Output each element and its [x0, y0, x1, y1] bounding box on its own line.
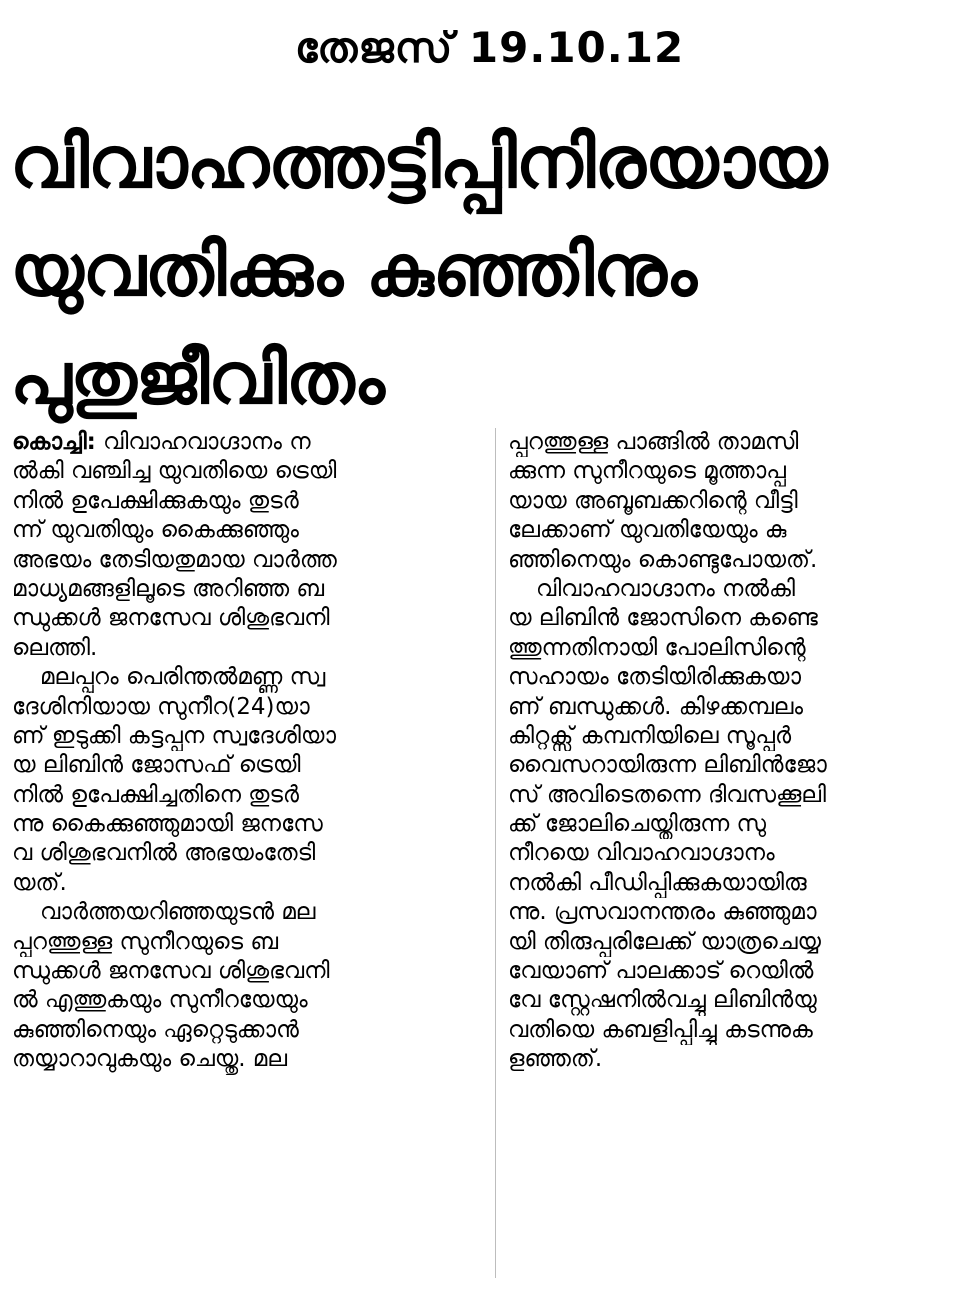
- article-line: കുഞ്ഞിനെയും ഏറ്റെടുക്കാന്‍: [12, 1016, 299, 1043]
- article-line: മലപ്പുറം പെരിന്തല്‍മണ്ണ സ്വ: [40, 664, 326, 691]
- article-line: വേയാണ് പാലക്കാട് റെയില്‍: [508, 958, 814, 985]
- article-line: പ്പുറത്തുള്ള സുനീറയുടെ ബ: [12, 928, 279, 955]
- article-line: വിവാഹവാഗ്ദാനം നല്‍കി: [536, 575, 796, 602]
- newspaper-name: തേജസ്: [294, 23, 454, 72]
- headline-line-3: പുതുജീവിതം: [10, 336, 384, 420]
- article-line: ക്ക് ജോലിചെയ്തിരുന്ന സു: [508, 811, 767, 838]
- article-line: ല്‍കി വഞ്ചിച്ച യുവതിയെ ട്രെയി: [12, 458, 337, 485]
- article-line: ലെത്തി.: [12, 634, 98, 661]
- article-line: അഭയം തേടിയതുമായ വാര്‍ത്ത: [12, 546, 337, 573]
- article-line: കൊച്ചി: വിവാഹവാഗ്ദാനം ന: [12, 429, 311, 455]
- headline-line-1: വിവാഹത്തട്ടിപ്പിനിരയായ: [10, 120, 827, 204]
- article-line: ത്തുന്നതിനായി പോലിസിന്റെ: [508, 634, 806, 661]
- article-line: നില്‍ ഉപേക്ഷിച്ചതിനെ തുടര്‍: [12, 781, 300, 808]
- headline-line-2: യുവതിക്കും കുഞ്ഞിനും: [10, 228, 696, 312]
- source-line: [0, 18, 979, 78]
- article-line: ന്ന് യുവതിയും കൈക്കുഞ്ഞും: [12, 517, 299, 544]
- article-line: പ്പുറത്തുള്ള പാങ്ങില്‍ താമസി: [508, 429, 799, 455]
- article-line: ദേശിനിയായ സുനീറ(24)യാ: [12, 693, 310, 720]
- article-body: [12, 428, 972, 1288]
- article-line: സഹായം തേടിയിരിക്കുകയാ: [508, 664, 802, 691]
- article-line: ല്‍ എത്തുകയും സുനീറയേയും: [12, 987, 308, 1014]
- article-line: വാര്‍ത്തയറിഞ്ഞയുടന്‍ മല: [40, 899, 316, 926]
- article-line: വേ സ്റ്റേഷനില്‍വച്ചു ലിബിന്‍യു: [508, 987, 817, 1014]
- article-line: തയ്യാറാവുകയും ചെയ്തു. മല: [12, 1046, 288, 1073]
- article-line: ളഞ്ഞത്.: [508, 1046, 603, 1073]
- column-divider: [495, 428, 496, 1278]
- article-column-right: [508, 428, 978, 1288]
- article-line: ലേക്കാണ് യുവതിയേയും കു: [508, 517, 787, 544]
- article-line: വ ശിശുഭവനില്‍ അഭയംതേടി: [12, 840, 316, 867]
- article-line: വൈസറായിരുന്ന ലിബിന്‍ജോ: [508, 752, 827, 779]
- article-line: നില്‍ ഉപേക്ഷിക്കുകയും തുടര്‍: [12, 487, 299, 514]
- article-line: യ ലിബിന്‍ ജോസിനെ കണ്ടെ: [508, 605, 818, 632]
- article-line: ന്ധുക്കള്‍ ജനസേവ ശിശുഭവനി: [12, 605, 330, 632]
- article-line: യായ അബൂബക്കറിന്റെ വീട്ടി: [508, 487, 798, 514]
- article-line: ക്കുന്ന സുനീറയുടെ മൂത്താപ്പ: [508, 458, 786, 485]
- headline: [10, 108, 970, 432]
- article-line: സ് അവിടെതന്നെ ദിവസക്കൂലി: [508, 781, 826, 808]
- article-line: യത്.: [12, 869, 67, 896]
- article-line: യ ലിബിന്‍ ജോസഫ് ട്രെയി: [12, 752, 301, 779]
- article-line: ണ് ഇടുക്കി കട്ടപ്പന സ്വദേശിയാ: [12, 722, 337, 749]
- article-line: ന്നു. പ്രസവാനന്തരം കുഞ്ഞുമാ: [508, 899, 817, 926]
- article-line: ന്നു കൈക്കുഞ്ഞുമായി ജനസേ: [12, 811, 323, 838]
- article-line: യി തിരുപ്പൂരിലേക്ക് യാത്രചെയ്യ: [508, 928, 821, 955]
- dateline: കൊച്ചി:: [12, 429, 96, 455]
- article-line: ഞ്ഞിനെയും കൊണ്ടുപോയത്.: [508, 546, 818, 573]
- article-line: മാധ്യമങ്ങളിലൂടെ അറിഞ്ഞ ബ: [12, 575, 325, 602]
- article-line: ന്ധുക്കള്‍ ജനസേവ ശിശുഭവനി: [12, 958, 330, 985]
- article-line: നല്‍കി പീഡിപ്പിക്കുകയായിരു: [508, 869, 807, 896]
- article-line: കിറ്റക്സ് കമ്പനിയിലെ സൂപ്പര്‍: [508, 722, 792, 749]
- publication-date: 19.10.12: [468, 23, 685, 72]
- article-line: നീറയെ വിവാഹവാഗ്ദാനം: [508, 840, 775, 867]
- article-column-left: [12, 428, 482, 1288]
- article-line: വതിയെ കബളിപ്പിച്ചു കടന്നുക: [508, 1016, 813, 1043]
- article-line: ണ് ബന്ധുക്കള്‍. കിഴക്കമ്പലം: [508, 693, 804, 720]
